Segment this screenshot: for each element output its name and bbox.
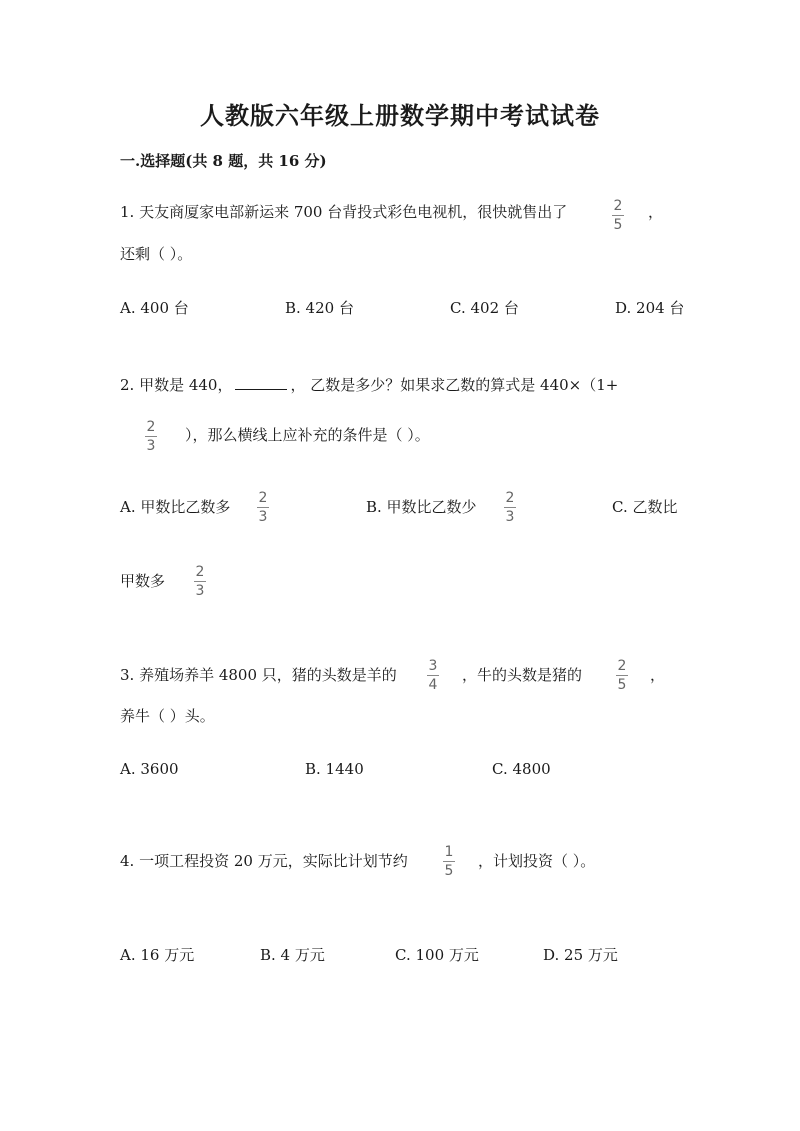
option-b[interactable]: B. 甲数比乙数少 (366, 498, 477, 516)
option-c[interactable]: C. 4800 (492, 760, 551, 778)
question-2-text (120, 374, 618, 395)
question-2-text-part2: ， 乙数是多少？如果求乙数的算式是 440×（1+ (290, 376, 619, 394)
option-a[interactable]: A. 16 万元 (120, 946, 195, 964)
option-c[interactable]: C. 100 万元 (395, 946, 479, 964)
option-a[interactable]: A. 400 台 (120, 299, 189, 317)
option-b-fraction (502, 491, 518, 524)
option-b[interactable]: B. 420 台 (285, 299, 354, 317)
fraction-numerator: 3 (428, 658, 438, 674)
fraction-numerator: 2 (505, 490, 515, 506)
fraction-numerator: 2 (195, 564, 205, 580)
fraction-denominator: 4 (428, 677, 438, 693)
question-4-text: 4. 一项工程投资 20 万元，实际比计划节约 (120, 852, 408, 870)
option-c[interactable]: C. 乙数比 (612, 498, 678, 516)
option-a-fraction (255, 491, 271, 524)
fraction-numerator: 2 (258, 490, 268, 506)
fraction-numerator: 2 (613, 198, 623, 214)
fraction-denominator: 3 (146, 438, 156, 454)
option-c-continued: 甲数多 (120, 572, 166, 590)
section-heading: 一.选择题(共 8 题，共 16 分) (120, 152, 327, 170)
option-d[interactable]: D. 25 万元 (543, 946, 618, 964)
question-1-comma: ， (648, 203, 664, 221)
question-2-text-part1: 2. 甲数是 440， (120, 376, 233, 394)
option-b[interactable]: B. 4 万元 (260, 946, 325, 964)
fraction-numerator: 1 (444, 844, 454, 860)
question-2-fraction (143, 420, 159, 453)
question-3-text: 3. 养殖场养羊 4800 只，猪的头数是羊的 (120, 666, 397, 684)
fraction-denominator: 3 (195, 583, 205, 599)
fraction-numerator: 2 (146, 419, 156, 435)
question-1-text: 1. 天友商厦家电部新运来 700 台背投式彩色电视机，很快就售出了 (120, 203, 568, 221)
option-d[interactable]: D. 204 台 (615, 299, 685, 317)
question-1-fraction (610, 199, 626, 232)
fraction-denominator: 5 (444, 863, 454, 879)
question-3-fraction-1 (425, 659, 441, 692)
question-3-text-line2: 养牛（ ）头。 (120, 707, 215, 725)
option-c[interactable]: C. 402 台 (450, 299, 519, 317)
option-a[interactable]: A. 3600 (120, 760, 179, 778)
question-4-text-part2: ，计划投资（ ）。 (478, 852, 596, 870)
question-3-comma: ， (650, 666, 666, 684)
fraction-numerator: 2 (617, 658, 627, 674)
fraction-denominator: 5 (617, 677, 627, 693)
question-3-text-part2: ，牛的头数是猪的 (462, 666, 583, 684)
answer-blank[interactable] (235, 375, 287, 390)
question-3-fraction-2 (614, 659, 630, 692)
fraction-denominator: 3 (258, 509, 268, 525)
option-c-fraction (192, 565, 208, 598)
question-1-text-line2: 还剩（ ）。 (120, 245, 193, 263)
option-b[interactable]: B. 1440 (305, 760, 364, 778)
page-title: 人教版六年级上册数学期中考试试卷 (200, 101, 600, 130)
fraction-denominator: 5 (613, 217, 623, 233)
question-4-fraction (441, 845, 457, 878)
fraction-denominator: 3 (505, 509, 515, 525)
question-2-text-line2: ），那么横线上应补充的条件是（ ）。 (185, 426, 430, 444)
option-a[interactable]: A. 甲数比乙数多 (120, 498, 231, 516)
